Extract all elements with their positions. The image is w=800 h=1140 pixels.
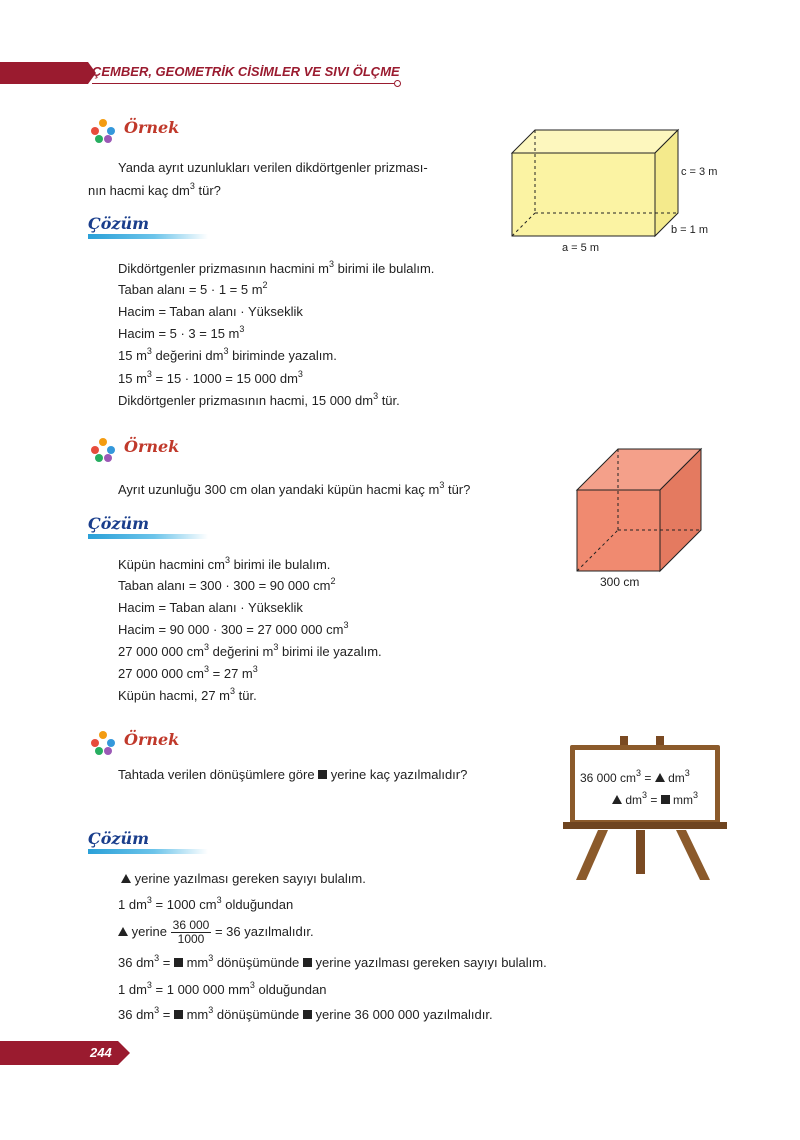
easel-board-figure xyxy=(558,734,733,884)
example-label: Örnek xyxy=(124,437,180,456)
ex2-step-6: 27 000 000 $cm^3 = 27$ $m^3$ xyxy=(118,663,258,681)
black-triangle-icon xyxy=(655,773,665,782)
board-line-1: 36 000 $cm^3 = dm^3$ xyxy=(580,768,690,785)
ex3-step-2: 1 $dm^3 = 1000$ $cm^3$ olduğundan xyxy=(118,894,294,912)
black-triangle-icon xyxy=(612,795,622,804)
example-molecule-icon xyxy=(88,436,118,464)
rectangular-prism-figure xyxy=(505,124,735,259)
board-line-2: $dm^3 = mm^3$ xyxy=(612,792,698,808)
ex3-step-6: 36 $dm^3 = mm^3$ dönüşümünde yerine 36 000 000 yazılmalıdır. xyxy=(118,1004,493,1022)
ex2-step-5: 27 000 000 $cm^3$ değerini $m^3$ birimi ile yazalım. xyxy=(118,641,382,659)
header-underline xyxy=(92,83,394,84)
example-molecule-icon xyxy=(88,729,118,757)
chapter-title: ÇEMBER, GEOMETRİK CİSİMLER VE SIVI ÖLÇME xyxy=(92,64,400,79)
page-number-bar-tip xyxy=(118,1041,130,1065)
black-square-icon xyxy=(318,770,327,779)
ex1-step-1: Dikdörtgenler prizmasının hacmini $m^3$ birimi ile bulalım. xyxy=(118,258,435,276)
ex3-step-1: yerine yazılması gereken sayıyı bulalım. xyxy=(121,871,366,887)
solution-underline xyxy=(88,534,208,539)
cube-figure xyxy=(570,446,705,574)
header-bar xyxy=(0,62,88,84)
ex1-step-7: Dikdörtgenler prizmasının hacmi, 15 000 $dm^3$ tür. xyxy=(118,390,400,408)
ex1-step-4: Hacim = 5 · 3 = 15 $m^3$ xyxy=(118,323,245,341)
ex1-step-5: 15 $m^3$ değerini $dm^3$ biriminde yazalım. xyxy=(118,345,337,363)
example-label: Örnek xyxy=(124,118,180,137)
black-triangle-icon xyxy=(118,927,128,936)
ex2-step-2: Taban alanı = 300 · 300 = 90 000 $cm^2$ xyxy=(118,575,336,593)
ex1-step-3: Hacim = Taban alanı · Yükseklik xyxy=(118,304,303,319)
ex3-step-3: yerine $\frac{36 000}{1000}$ = 36 yazılmalıdır. xyxy=(118,918,314,946)
solution-label: Çözüm xyxy=(88,829,150,848)
ex3-question: Tahtada verilen dönüşümlere göre yerine kaç yazılmalıdır? xyxy=(118,767,468,782)
black-square-icon xyxy=(174,1010,183,1019)
ex2-step-3: Hacim = Taban alanı · Yükseklik xyxy=(118,600,303,615)
example-label: Örnek xyxy=(124,730,180,749)
solution-label: Çözüm xyxy=(88,214,150,233)
solution-underline xyxy=(88,234,208,239)
ex1-step-2: Taban alanı = 5 · 1 = 5 $m^2$ xyxy=(118,279,268,297)
ex3-step-5: 1 $dm^3 = 1$ 000 000 $mm^3$ olduğundan xyxy=(118,979,327,997)
ex1-question-line2: nın hacmi kaç $dm^3$ tür? xyxy=(88,180,221,198)
prism-label-a: a = 5 m xyxy=(562,242,599,254)
ex2-step-1: Küpün hacmini $cm^3$ birimi ile bulalım. xyxy=(118,554,331,572)
black-triangle-icon xyxy=(121,874,131,883)
black-square-icon xyxy=(303,1010,312,1019)
black-square-icon xyxy=(303,958,312,967)
black-square-icon xyxy=(174,958,183,967)
ex3-step-4: 36 $dm^3 = mm^3$ dönüşümünde yerine yazılması gereken sayıyı bulalım. xyxy=(118,952,547,970)
ex2-step-7: Küpün hacmi, 27 $m^3$ tür. xyxy=(118,685,257,703)
ex2-question: Ayrıt uzunluğu 300 cm olan yandaki küpün hacmi kaç $m^3$ tür? xyxy=(118,479,471,497)
black-square-icon xyxy=(661,795,670,804)
solution-label: Çözüm xyxy=(88,514,150,533)
ex1-question-line1: Yanda ayrıt uzunlukları verilen dikdörtgenler prizması- xyxy=(118,160,428,175)
prism-label-b: b = 1 m xyxy=(671,224,708,236)
header-dot xyxy=(394,80,401,87)
ex2-step-4: Hacim = 90 000 · 300 = 27 000 000 $cm^3$ xyxy=(118,619,349,637)
ex1-step-6: 15 $m^3 = 15 \cdot 1000 = 15$ 000 $dm^3$ xyxy=(118,368,303,386)
prism-label-c: c = 3 m xyxy=(681,166,718,178)
cube-edge-label: 300 cm xyxy=(600,575,640,589)
page-number: 244 xyxy=(90,1045,112,1060)
fraction: $\frac{36 000}{1000}$ xyxy=(172,918,210,947)
example-molecule-icon xyxy=(88,117,118,145)
solution-underline xyxy=(88,849,208,854)
